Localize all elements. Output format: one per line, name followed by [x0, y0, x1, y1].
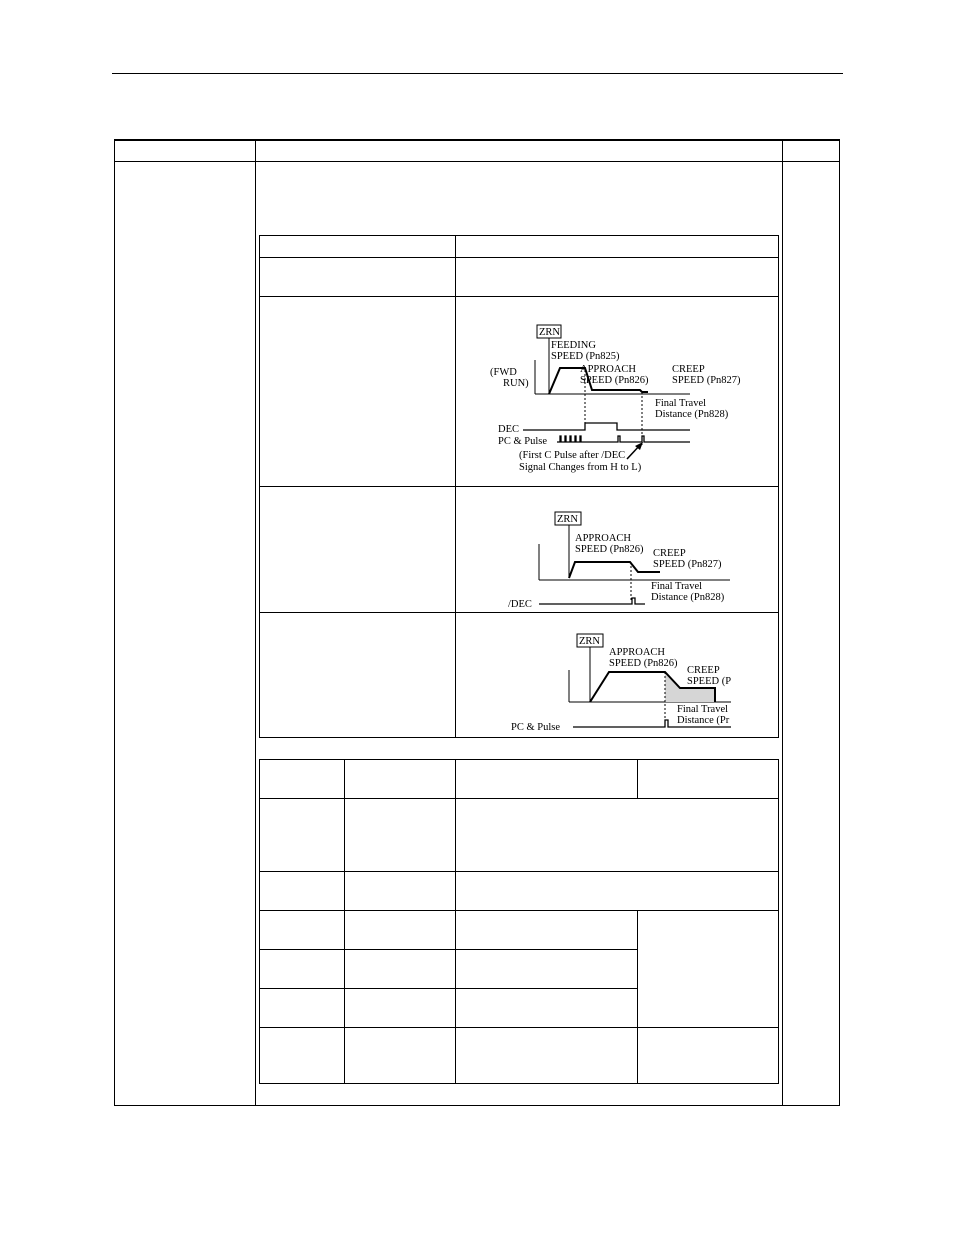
homing-figure-1-svg [485, 320, 760, 480]
inner-table-2-row-divider [259, 1027, 779, 1028]
creep-label-2: SPEED (Pn827) [653, 559, 722, 570]
fwd-label-1: (FWD [490, 367, 517, 378]
feeding-label-1: FEEDING [551, 340, 596, 351]
creep-label-1: CREEP [653, 548, 686, 559]
inner-table-2-row-divider [259, 871, 779, 872]
homing-figure-2 [505, 508, 735, 608]
inner-table-1-row-divider [259, 486, 779, 487]
inner-table-2-row-divider [259, 949, 638, 950]
pc-pulse-label: PC & Pulse [511, 722, 561, 733]
inner-table-1-row-divider [259, 296, 779, 297]
inner-table-2-row-divider [259, 988, 638, 989]
fwd-label-2: RUN) [503, 378, 529, 389]
creep-label-1: CREEP [672, 364, 705, 375]
final-travel-label-2: Distance (Pn828) [651, 592, 725, 603]
inner-table-2-col-divider [344, 759, 345, 1084]
zrn-label: ZRN [539, 327, 560, 338]
inner-table-1-row-divider [259, 612, 779, 613]
inner-table-2 [259, 759, 779, 1084]
homing-figure-1 [485, 320, 760, 480]
pulse-note-2: Signal Changes from H to L) [519, 462, 642, 473]
speed-profile [569, 562, 660, 578]
pulse-note-1: (First C Pulse after /DEC [519, 450, 626, 461]
inner-table-2-row-divider [259, 910, 779, 911]
final-travel-label-2: Distance (Pn828) [655, 409, 729, 420]
approach-label-1: APPROACH [609, 647, 666, 658]
approach-label-2: SPEED (Pn826) [575, 544, 644, 555]
homing-figure-3 [505, 630, 733, 733]
inner-table-1-row-divider [259, 257, 779, 258]
approach-label-2: SPEED (Pn826) [609, 658, 678, 669]
feeding-label-2: SPEED (Pn825) [551, 351, 620, 362]
pc-pulse-label: PC & Pulse [498, 436, 548, 447]
approach-label-1: APPROACH [580, 364, 637, 375]
dec-signal [539, 598, 645, 604]
zrn-label: ZRN [557, 514, 578, 525]
final-travel-label-1: Final Travel [651, 581, 703, 592]
creep-label-2: SPEED (Pn827) [672, 375, 741, 386]
zrn-label: ZRN [579, 636, 600, 647]
header-rule [112, 73, 843, 74]
approach-label-2: SPEED (Pn826) [580, 375, 649, 386]
outer-col-divider-1 [255, 139, 256, 1106]
approach-label-1: APPROACH [575, 533, 632, 544]
final-travel-label-2: Distance (Pr [677, 715, 730, 726]
dec-signal [523, 423, 690, 430]
homing-figure-2-svg [505, 508, 735, 608]
inner-table-2-col-divider [637, 910, 638, 1084]
outer-header-divider [114, 161, 840, 162]
inner-table-2-col-divider [455, 759, 456, 1084]
outer-col-divider-2 [782, 139, 783, 1106]
creep-label-2: SPEED (P [687, 676, 732, 687]
homing-figure-3-svg [505, 630, 733, 733]
inner-table-2-col-divider [637, 759, 638, 799]
final-travel-label-1: Final Travel [655, 398, 707, 409]
dec-label: DEC [498, 424, 519, 435]
final-travel-label-1: Final Travel [677, 704, 729, 715]
dec-label: /DEC [508, 599, 532, 608]
creep-label-1: CREEP [687, 665, 720, 676]
pc-pulse-signal [557, 436, 690, 442]
inner-table-2-row-divider [259, 798, 779, 799]
